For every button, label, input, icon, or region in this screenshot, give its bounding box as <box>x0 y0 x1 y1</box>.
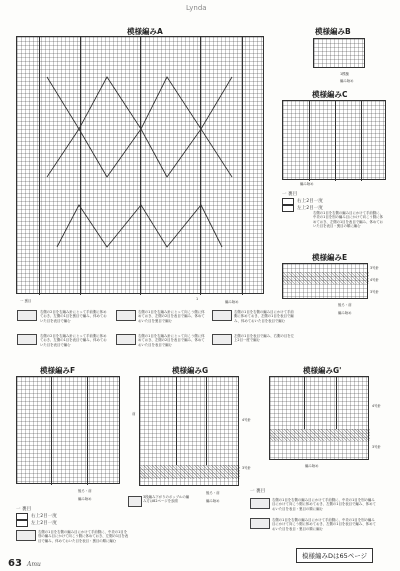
chart-b-repeat: 1模様 <box>340 72 349 76</box>
chart-e-mark-3: 3号針 <box>370 290 379 294</box>
legend-ssk: 右上2目一度 <box>282 198 323 205</box>
chart-g-start: 編み始め <box>206 499 220 503</box>
chart-g-grid <box>139 376 239 486</box>
chart-f-grid <box>16 376 120 484</box>
chart-g-side: 後ろ・前 <box>206 491 220 495</box>
page-footer <box>8 551 41 570</box>
legend-k2tog: 左上2目一度 <box>282 205 323 212</box>
chart-a-grid <box>16 36 264 294</box>
chart-e-title: 模様編みE <box>312 253 348 262</box>
chart-b-start: 編み始め <box>340 79 354 83</box>
chart-c-grid <box>282 100 386 180</box>
chart-g-mark-1: 4号針 <box>242 418 251 422</box>
chart-a-note-1: 右側の2目を右編み針にとって手前側に休めておき、左側の1目を裏目で編み、休めておいた目を表目で編む <box>40 310 107 323</box>
chart-a-legend-purl: 一 裏目 <box>20 299 32 303</box>
cable-symbol-2 <box>17 334 37 345</box>
cable-symbol-3 <box>116 310 136 321</box>
chart-c-title: 模様編みC <box>312 90 348 99</box>
chart-a-note-5: 右側の1目を右側の編み目にかけて手前側に休めておき、左側の1目を表目で編み、休めておいた目を表目で編む <box>234 310 294 323</box>
chart-a-note-2: 右側の2目を右編み針にとって手前側に休めておき、左側の1目を表目で編み、休めておいた目を表目で編む <box>40 334 107 347</box>
chart-g-mark-2: 3号針 <box>242 466 251 470</box>
chart-a-cables <box>17 37 265 295</box>
chart-b-grid <box>313 38 365 68</box>
cable-symbol-g2-2 <box>250 518 270 529</box>
chart-f-note: 右側の1目を右側の編み目にかけて手前側に、中央の1目を別の編み目にかけて向こう側に休めておき、左側の1目を表目で編み、休めておいた目を表目・裏目の順に編む <box>38 530 129 543</box>
legend-k2tog: 左上2目一度 <box>16 520 57 527</box>
chart-e-side: 後ろ・前 <box>338 303 352 307</box>
chart-g2-mark-1: 4号針 <box>372 404 381 408</box>
cable-symbol-5 <box>212 310 232 321</box>
chart-e-mark-2: 4号針 <box>370 278 379 282</box>
cable-symbol-f <box>16 530 36 541</box>
chart-g2-start: 編み始め <box>305 464 319 468</box>
chart-a-note-4: 右側の1目を右編み針にとって向こう側に休めておき、左側の2目を表目で編み、休めておいた目を表目で編む <box>138 334 205 347</box>
magazine-brand: Amu <box>27 561 41 568</box>
chart-c-note: 右側の1目を右側の編み目にかけて手前側に、中央の1目を別の編み目にかけて向こう側に休めておき、左側の1目を表目で編み、休めておいた目を表目・裏目の順に編む <box>313 211 384 228</box>
cable-symbol-4 <box>116 334 136 345</box>
chart-g-title: 模様編みG <box>172 366 209 375</box>
chart-g2-note-2: 右側の1目を右側の編み目にかけて手前側に、中央の1目を別の編み目にかけて向こう側に休めておき、左側の1目を表目で編み、休めておいた目を表目・裏目の順に編む <box>272 518 376 531</box>
bobble-symbol <box>128 496 142 507</box>
magazine-header: Lynda <box>186 4 207 12</box>
chart-c-start: 編み始め <box>300 182 314 186</box>
chart-a-note-6: 左側の1目を表目で編み、右側の目を左上2目一度で編む <box>234 334 295 343</box>
chart-a-start: 編み始め <box>225 300 239 304</box>
chart-g-note: 3段編み下がりのボッブルの編み方は82ページを参照 <box>143 495 190 504</box>
chart-f-title: 模様編みF <box>40 366 76 375</box>
chart-f-side: 後ろ・前 <box>78 489 92 493</box>
chart-b-title: 模様編みB <box>315 27 351 36</box>
chart-g2-title: 模様編みG' <box>303 366 342 375</box>
page-reference: 模様編みDは65ページ <box>296 548 373 563</box>
cable-symbol-6 <box>212 334 232 345</box>
chart-g2-grid <box>269 376 369 460</box>
chart-a-note-3: 右側の1目を右編み針にとって向こう側に休めておき、左側の2目を表目で編み、休めておいた目を裏目で編む <box>138 310 205 323</box>
cable-symbol-g2-1 <box>250 498 270 509</box>
cable-symbol-1 <box>17 310 37 321</box>
chart-a-repeat: 1 <box>196 297 199 301</box>
chart-e-mark-1: 3号針 <box>370 266 379 270</box>
legend-purl: 一 裏目 <box>282 191 298 197</box>
chart-e-start: 編み始め <box>338 311 352 315</box>
chart-f-legend <box>16 506 57 527</box>
chart-g-mark-front: 前 <box>132 412 136 416</box>
chart-g2-note-1: 右側の1目を右側の編み目にかけて手前側に、中央の1目を別の編み目にかけて向こう側に休めておき、左側の1目を表目で編み、休めておいた目を表目・裏目の順に編む <box>272 498 376 511</box>
chart-c-legend <box>282 191 323 212</box>
chart-a-title: 模様編みA <box>127 27 163 36</box>
page-number: 63 <box>8 558 22 569</box>
legend-purl: 一 裏目 <box>16 506 32 512</box>
chart-e-grid <box>282 263 368 299</box>
chart-f-start: 編み始め <box>78 497 92 501</box>
chart-g2-legend-purl: 一 裏目 <box>250 489 266 494</box>
chart-g2-mark-2: 3号針 <box>372 445 381 449</box>
legend-ssk: 右上2目一度 <box>16 513 57 520</box>
